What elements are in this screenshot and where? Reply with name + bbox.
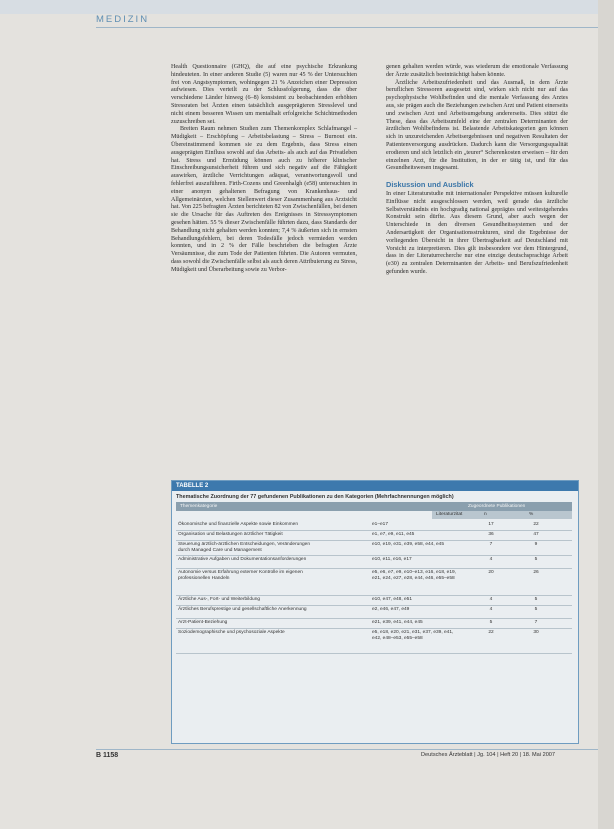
journal-citation: Deutsches Ärzteblatt | Jg. 104 | Heft 20 | 18. Mai 2007 [421, 752, 556, 758]
cell-category: Arzt-Patient-Beziehung [178, 620, 228, 625]
header-category: Themenkategorie [180, 504, 218, 509]
cell-reference: e10, e47, e48, e51 [372, 597, 413, 602]
table-row [176, 619, 572, 629]
table-row [176, 596, 572, 606]
cell-category: Ärztliche Aus-, Fort- und Weiterbildung [178, 597, 261, 602]
cell-percent: 5 [534, 557, 538, 562]
cell-percent: 5 [534, 607, 538, 612]
cell-category: Ökonomische und finanzielle Aspekte sowie Einkommen [178, 522, 298, 527]
table-row [176, 541, 572, 556]
cell-count: 36 [488, 532, 494, 537]
table-row [176, 556, 572, 569]
cell-count: 4 [489, 597, 493, 602]
discussion-heading: Diskussion und Ausblick [386, 180, 474, 190]
cell-reference: e2, e46, e47, e49 [372, 607, 410, 612]
cell-count: 5 [489, 620, 493, 625]
cell-category: Soziodemographische und psychosoziale Aspekte [178, 630, 285, 635]
cell-percent: 7 [534, 620, 538, 625]
cell-category: Autonomie versus Erfahrung externer Kontrolle im eigenen professionellen Handeln [178, 570, 303, 581]
header-pct: % [529, 512, 534, 517]
table-row [176, 629, 572, 654]
cell-percent: 30 [533, 630, 539, 635]
cell-count: 20 [488, 570, 494, 575]
header-n: n [484, 512, 487, 517]
page-number: B 1158 [96, 752, 119, 759]
cell-reference: e1–e17 [372, 522, 389, 527]
cell-count: 4 [489, 607, 493, 612]
cell-count: 4 [489, 557, 493, 562]
header-group: Zugeordnete Publikationen [468, 504, 526, 509]
cell-reference: e10, e19, e31, e39, e58, e44, e45 [372, 542, 445, 547]
table-2 [171, 480, 579, 744]
table-row [176, 531, 572, 541]
cell-percent: 47 [533, 532, 539, 537]
table-subheader-row [432, 511, 572, 519]
header-ref: Literaturzitat [436, 512, 463, 517]
cell-reference: e21, e39, e41, e44, e45 [372, 620, 423, 625]
cell-category: Organisation und Belastungen ärztlicher Tätigkeit [178, 532, 283, 537]
top-band [0, 0, 614, 14]
header-rule [96, 27, 601, 28]
section-header: MEDIZIN [96, 14, 150, 25]
table-row [176, 569, 572, 596]
right-column [386, 64, 568, 277]
cell-category: Steuerung ärztlich-ärztlichen Entscheidungen, Veränderungen durch Managed Care und Management [178, 542, 311, 553]
cell-count: 7 [489, 542, 493, 547]
cell-reference: e1, e7, e9, e11, e45 [372, 532, 415, 537]
cell-category: Administrative Aufgaben und Dokumentationsanforderungen [178, 557, 307, 562]
cell-percent: 26 [533, 570, 539, 575]
table-header-row [176, 502, 572, 511]
right-paragraph-2: Ärztliche Arbeitszufriedenheit und das Ausmaß, in dem Ärzte beruflichen Stressoren ausgesetzt sind, wirken sich nicht nur auf das psychophysische Wohlbefinden und die mentale Verfassung des Arztes aus, sie prägen auch die Beziehungen zwischen Arzt und Patient einerseits und zwischen Arzt und Arbeitsumgebung andererseits. Dies stützt die These, dass das Arbeitsumfeld eine der zentralen Determinanten der ärztlichen Wohlbefindens ist. Belastende Arbeitskategorien gen können sich in unzureichenden Arbeitsergebnissen und negativen Resultaten der Patientenversorgung ausdrücken. Dadurch kann die Versorgungsqualität erodieren und sich letztlich ein „teurer“ Scherenkosten erweisen – für den einzelnen Arzt, für die Institution, in der er tätig ist, und für das Gesundheitswesen insgesamt. [386, 79, 568, 172]
table-label: TABELLE 2 [172, 481, 578, 491]
cell-percent: 5 [534, 597, 538, 602]
table-body [176, 521, 572, 654]
table-title: Thematische Zuordnung der 77 gefundenen Publikationen zu den Kategorien (Mehrfachnennungen möglich) [176, 494, 454, 500]
page-edge [598, 0, 614, 829]
table-row [176, 521, 572, 531]
cell-count: 22 [488, 630, 494, 635]
discussion-paragraph: In einer Literaturstudie mit internationaler Perspektive müssen kulturelle Einflüsse nicht ausgeschlossen werden, weil gerade das ärztliche Selbstverständnis ein hochgradig national geprägtes und weitestgehendes Konstrukt sein dürfte. Aus diesem Grund, aber auch wegen der Unterschiede in den diversen Gesundheitssystemen und der Andersartigkeit der Organisationsstrukturen, sind die Ergebnisse der vorliegenden Übersicht in ihrer Übertragbarkeit auf Deutschland mit Vorsicht zu interpretieren. Dies gilt insbesondere vor dem Hintergrund, dass in der Literaturrecherche nur eine einzige deutschsprachige Arbeit (e30) zu zentralen Determinanten der Arbeits- und Berufszufriedenheit gefunden wurde. [386, 190, 568, 275]
cell-reference: e10, e11, e16, e17 [372, 557, 412, 562]
footer-rule [96, 749, 601, 750]
cell-percent: 22 [533, 522, 539, 527]
cell-category: Ärztliches Berufsprestige und gesellschaftliche Anerkennung [178, 607, 307, 612]
left-column [171, 64, 357, 275]
left-paragraph-1: Health Questionnaire (GHQ), die auf eine psychische Erkrankung hindeuteten. In einer anderen Studie (5) waren nur 45 % der Untersuchten frei von Angstsymptomen, wohingegen 21 % Anzeichen einer Depression aufwiesen. Dies verteilt zu der Schlussfolgerung, dass die über verschiedene Länder hinweg (6–8) konsistent zu beobachtenden erhöhten Stressraten bei Ärzten einen tatsächlich ausgeprägteren Stresslevel und nicht einem besseren Wissen um mentalhalt erfolgreiche Schichtmethoden zuzuschreiben sei. [171, 64, 357, 125]
cell-percent: 9 [534, 542, 538, 547]
cell-count: 17 [488, 522, 494, 527]
right-paragraph-1: genen gehalten werden würde, was wiederum die emotionale Verfassung der Ärzte zusätzlich beeinträchtigt haben könnte. [386, 64, 568, 78]
cell-reference: e5, e6, e7, e9, e10–e13, e16, e18, e19, e21, e24, e27, e28, e44, e46, e55–e58 [372, 570, 457, 581]
left-paragraph-2: Breiten Raum nehmen Studien zum Themenkomplex Schlafmangel – Müdigkeit – Erschöpfung – Arbeitsbelastung – Stress – Burnout ein. Übereinstimmend kommen sie zu dem Ergebnis, dass Stress einen ausgeprägten Einfluss sowohl auf das Arbeits- als auch auf das Privatleben hat. Stress und Ermüdung können auch zu höherer klinischer Einschreibungsunsicherheit führen und sich negativ auf die Fähigkeit auswirken, ärztliche Verrichtungen adäquat, verantwortungsvoll und fehlerfrei auszuführen. Firth-Cozens und Greenhalgh (e58) untersuchten in einer anonym gehaltenen Befragung von Krankenhaus- und Allgemeinärzten, welchen Stellenwert dieser Zusammenhang aus Arztsicht hat. Von 225 befragten Ärzten berichteten 82 von Zwischenfällen, bei denen sie die Ursache für das Auftreten des Ereignisses in Stresssymptomen gesehen hätten. 55 % dieser Zwischenfälle führten dazu, dass Standards der Behandlung nicht gehalten werden konnten; 7,4 % äußerten sich in ernsten Behandlungsfehlern, bei deren Todesfälle jedoch vermieden werden konnten, und in 2 % der Fälle beschrieben die befragten Ärzte Versäumnisse, die zum Tode der Patienten führten. Die Autoren vermuten, dass sowohl die Zwischenfälle selbst als auch deren Attribuierung zu Stress, Müdigkeit und Überarbeitung sowie zu Verbor- [171, 126, 357, 273]
cell-reference: e5, e18, e20, e21, e31, e37, e39, e41, e42, e48–e53, e55–e58 [372, 630, 454, 641]
table-row [176, 606, 572, 619]
